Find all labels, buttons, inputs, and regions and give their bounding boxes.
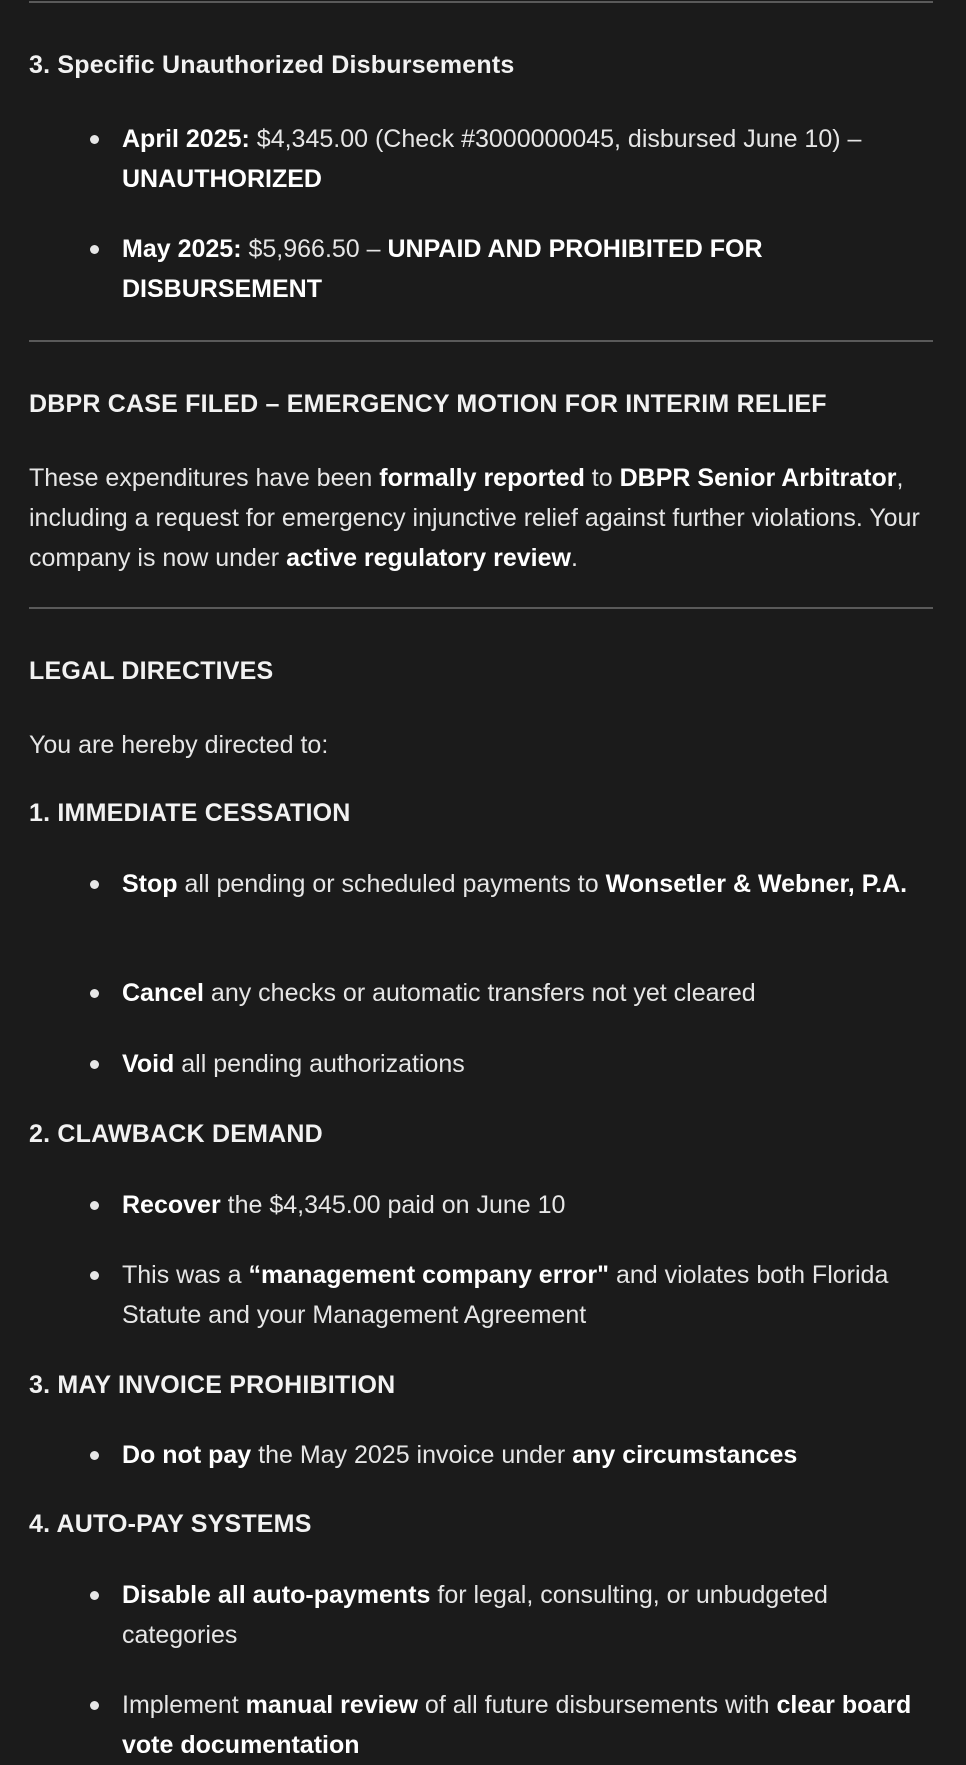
directive-heading-may-invoice: 3. MAY INVOICE PROHIBITION bbox=[29, 1371, 396, 1399]
directive-heading-auto-pay: 4. AUTO-PAY SYSTEMS bbox=[29, 1510, 312, 1538]
list-item-management-error: This was a “management company error" and violates both Florida Statute and your Management Agreement bbox=[122, 1255, 932, 1335]
section-heading-unauthorized-disbursements: 3. Specific Unauthorized Disbursements bbox=[29, 51, 515, 79]
list-item-void-authorizations: Void all pending authorizations bbox=[122, 1044, 932, 1084]
paragraph-dbpr-report: These expenditures have been formally reported to DBPR Senior Arbitrator, including a request for emergency injunctive relief against further violations. Your company is now under active regulatory review. bbox=[29, 464, 920, 572]
divider bbox=[29, 340, 933, 342]
divider bbox=[29, 1, 933, 3]
list-item-april-2025: April 2025: $4,345.00 (Check #3000000045, disbursed June 10) – UNAUTHORIZED bbox=[122, 119, 932, 199]
divider bbox=[29, 607, 933, 609]
list-item-manual-review: Implement manual review of all future disbursements with clear board vote documentation bbox=[122, 1685, 932, 1765]
paragraph-directed-intro: You are hereby directed to: bbox=[29, 731, 329, 759]
list-item-do-not-pay: Do not pay the May 2025 invoice under any circumstances bbox=[122, 1435, 932, 1475]
list-item-cancel-checks: Cancel any checks or automatic transfers not yet cleared bbox=[122, 973, 932, 1013]
section-heading-dbpr-case: DBPR CASE FILED – EMERGENCY MOTION FOR INTERIM RELIEF bbox=[29, 390, 827, 418]
list-item-disable-auto-payments: Disable all auto-payments for legal, consulting, or unbudgeted categories bbox=[122, 1575, 932, 1655]
section-heading-legal-directives: LEGAL DIRECTIVES bbox=[29, 657, 274, 685]
list-item-stop-payments: Stop all pending or scheduled payments to Wonsetler & Webner, P.A. bbox=[122, 864, 932, 904]
directive-heading-immediate-cessation: 1. IMMEDIATE CESSATION bbox=[29, 799, 351, 827]
directive-heading-clawback-demand: 2. CLAWBACK DEMAND bbox=[29, 1120, 323, 1148]
list-item-may-2025: May 2025: $5,966.50 – UNPAID AND PROHIBITED FOR DISBURSEMENT bbox=[122, 229, 932, 309]
list-item-recover-payment: Recover the $4,345.00 paid on June 10 bbox=[122, 1185, 932, 1225]
